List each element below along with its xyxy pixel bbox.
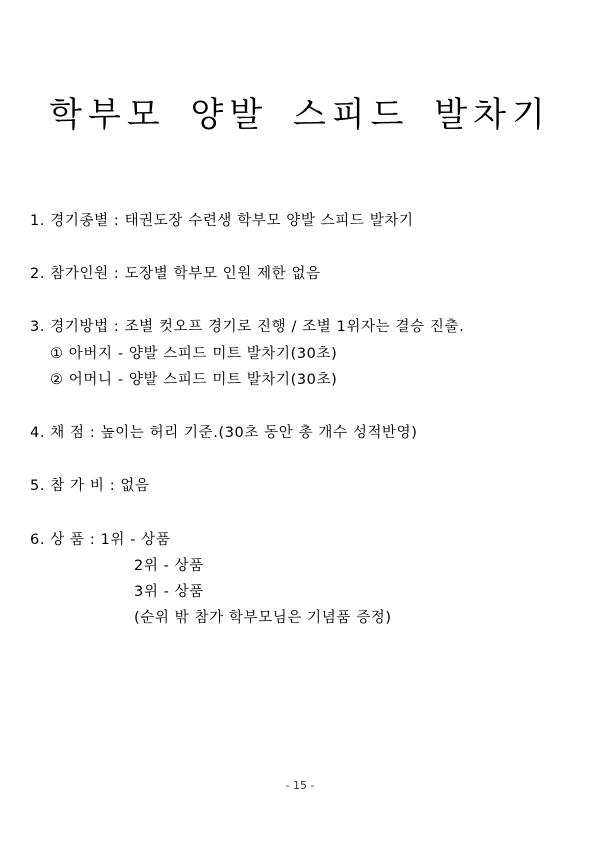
item-prize-third: 3위 - 상품 (134, 584, 204, 600)
item-event-category: 1. 경기종별 : 태권도장 수련생 학부모 양발 스피드 발차기 (30, 213, 414, 229)
item-participants: 2. 참가인원 : 도장별 학부모 인원 제한 없음 (30, 266, 321, 282)
item-prize-second: 2위 - 상품 (134, 558, 204, 574)
page-title: 학부모 양발 스피드 발차기 (49, 95, 551, 135)
item-prizes: 6. 상 품 : 1위 - 상품 (30, 532, 171, 548)
item-entry-fee: 5. 참 가 비 : 없음 (30, 478, 150, 494)
item-competition-method: 3. 경기방법 : 조별 컷오프 경기로 진행 / 조별 1위자는 결승 진출. (30, 319, 465, 335)
item-prize-note: (순위 밖 참가 학부모님은 기념품 증정) (134, 610, 392, 626)
item-method-father: ① 아버지 - 양발 스피드 미트 발차기(30초) (50, 346, 338, 362)
item-method-mother: ② 어머니 - 양발 스피드 미트 발차기(30초) (50, 372, 338, 388)
item-scoring: 4. 채 점 : 높이는 허리 기준.(30초 동안 총 개수 성적반영) (30, 425, 418, 441)
page-number: - 15 - (285, 779, 315, 792)
